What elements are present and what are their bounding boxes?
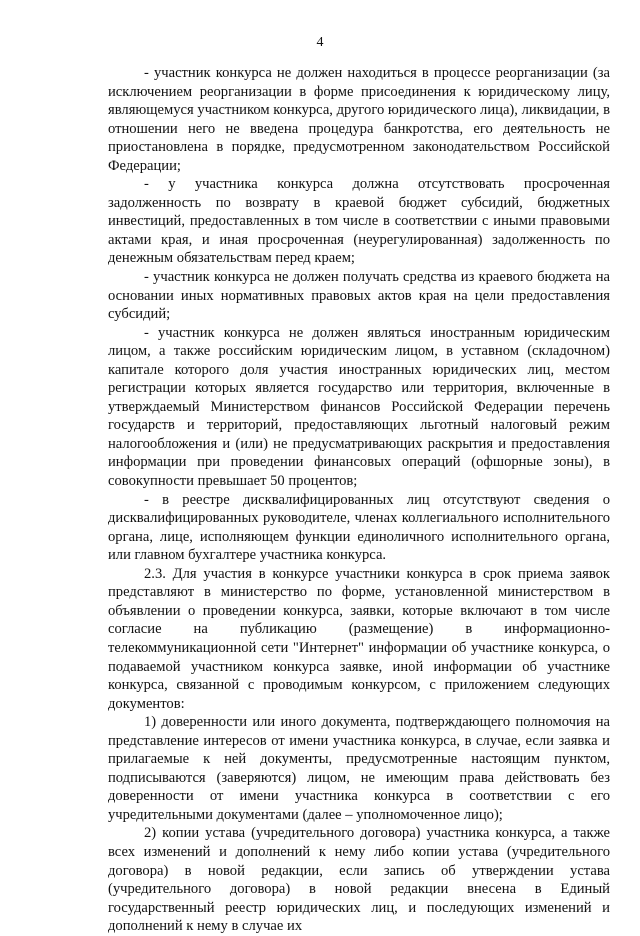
paragraph-foreign-entity-requirement: - участник конкурса не должен являться иностранным юридическим лицом, а также российским юридическим лицом, в уставном (складочном) капитале которого доля участия иностранных юридических лиц, местом регистрации которых является государство или территория, включенные в утверждаемый Министерством финансов Российской Федерации перечень государств и территорий, предоставляющих льготный налоговый режим налогообложения и (или) не предусматривающих раскрытия и предоставления информации при проведении финансовых операций (офшорные зоны), в совокупности превышает 50 процентов; <box>108 324 610 490</box>
page-number: 4 <box>316 35 324 50</box>
paragraph-reorganization-requirement: - участник конкурса не должен находиться в процессе реорганизации (за исключением реорганизации в форме присоединения к юридическому лицу, являющемуся участником конкурса, другого юридического лица), ликвидации, в отношении него не введена процедура банкротства, его деятельность не приостановлена в порядке, предусмотренном законодательством Российской Федерации; <box>108 65 610 174</box>
paragraph-2-3-application: 2.3. Для участия в конкурсе участники конкурса в срок приема заявок представляют в министерство по форме, установленной министерством в объявлении о проведении конкурса, заявки, которые включают в том числе согласие на публикацию (размещение) в информационно-телекоммуникационной сети "Интернет" информации об участнике конкурса, о подаваемой участником конкурса заявке, иной информации об участнике конкурса, связанной с проводимым конкурсом, с приложением следующих документов: <box>108 565 610 712</box>
paragraph-disqualified-persons-requirement: - в реестре дисквалифицированных лиц отсутствуют сведения о дисквалифицированных руководителе, членах коллегиального исполнительного органа, лице, исполняющем функции единоличного исполнительного органа, или главном бухгалтере участника конкурса. <box>108 491 610 564</box>
paragraph-debt-requirement: - у участника конкурса должна отсутствовать просроченная задолженность по возврату в краевой бюджет субсидий, бюджетных инвестиций, предоставленных в том числе в соответствии с иными правовыми актами края, и иная просроченная (неурегулированная) задолженность по денежным обязательствам перед краем; <box>108 176 610 267</box>
paragraph-item-1-power-of-attorney: 1) доверенности или иного документа, подтверждающего полномочия на представление интересов от имени участника конкурса, в случае, если заявка и прилагаемые к ней документы, предусмотренные настоящим пунктом, подписываются (заверяются) лицом, не имеющим права действовать без доверенности от имени участника конкурса в соответствии с его учредительными документами (далее – уполномоченное лицо); <box>108 714 610 823</box>
document-body <box>108 64 610 936</box>
paragraph-budget-funds-requirement: - участник конкурса не должен получать средства из краевого бюджета на основании иных нормативных правовых актов края на цели предоставления субсидий; <box>108 269 610 323</box>
paragraph-item-2-charter-copies: 2) копии устава (учредительного договора) участника конкурса, а также всех изменений и дополнений к нему либо копии устава (учредительного договора) в новой редакции, если запись об утверждении устава (учредительного договора) в новой редакции внесена в Единый государственный реестр юридических лиц, и последующих изменений и дополнений к нему в случае их <box>108 825 610 935</box>
